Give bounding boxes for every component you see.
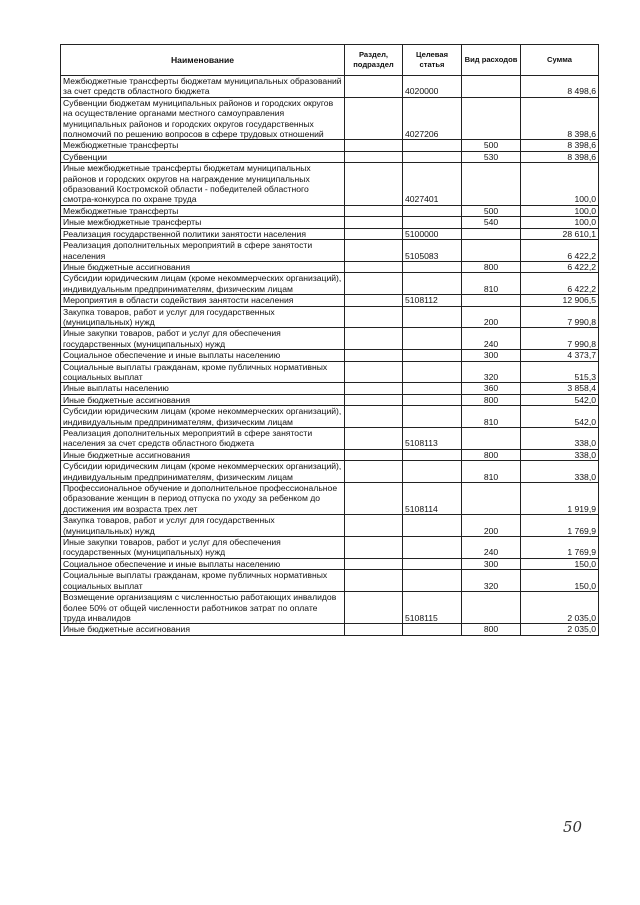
cell-section — [345, 558, 403, 569]
table-row — [61, 570, 599, 592]
cell-kind: 320 — [462, 570, 521, 592]
cell-article — [403, 558, 462, 569]
table-row — [61, 306, 599, 328]
cell-section — [345, 570, 403, 592]
cell-article: 4027401 — [403, 163, 462, 206]
cell-article — [403, 624, 462, 635]
table-row — [61, 515, 599, 537]
budget-table — [60, 44, 599, 636]
cell-article: 5105083 — [403, 240, 462, 262]
cell-name: Субсидии юридическим лицам (кроме некоммерческих организаций), индивидуальным предпринимателям, физическим лицам — [61, 273, 345, 295]
cell-name: Возмещение организациям с численностью работающих инвалидов более 50% от общей численности работников затрат по оплате труда инвалидов — [61, 592, 345, 624]
cell-sum: 8 498,6 — [521, 76, 599, 98]
cell-sum: 6 422,2 — [521, 273, 599, 295]
cell-kind: 500 — [462, 140, 521, 151]
cell-article: 4027206 — [403, 97, 462, 140]
cell-kind: 540 — [462, 217, 521, 228]
cell-section — [345, 461, 403, 483]
cell-section — [345, 306, 403, 328]
cell-article — [403, 205, 462, 216]
cell-article — [403, 394, 462, 405]
cell-sum: 7 990,8 — [521, 328, 599, 350]
table-row — [61, 151, 599, 162]
table-row — [61, 261, 599, 272]
cell-sum: 150,0 — [521, 558, 599, 569]
cell-name: Социальное обеспечение и иные выплаты населению — [61, 350, 345, 361]
cell-kind: 360 — [462, 383, 521, 394]
cell-kind — [462, 295, 521, 306]
table-row — [61, 537, 599, 559]
cell-sum: 338,0 — [521, 449, 599, 460]
cell-section — [345, 76, 403, 98]
cell-article — [403, 515, 462, 537]
cell-sum: 100,0 — [521, 205, 599, 216]
cell-kind — [462, 592, 521, 624]
table-row — [61, 228, 599, 239]
cell-sum: 1 919,9 — [521, 483, 599, 515]
cell-name: Реализация дополнительных мероприятий в сфере занятости населения — [61, 240, 345, 262]
cell-kind: 530 — [462, 151, 521, 162]
cell-name: Субвенции бюджетам муниципальных районов и городских округов на осуществление органами местного самоуправления муниципальных районов и городских округов государственных полномочий по решению вопросов в сфере трудовых отношений — [61, 97, 345, 140]
cell-section — [345, 151, 403, 162]
cell-name: Иные выплаты населению — [61, 383, 345, 394]
table-row — [61, 97, 599, 140]
cell-article: 5108115 — [403, 592, 462, 624]
cell-kind — [462, 97, 521, 140]
cell-sum: 6 422,2 — [521, 240, 599, 262]
cell-kind — [462, 163, 521, 206]
table-body — [61, 76, 599, 636]
cell-section — [345, 295, 403, 306]
table-row — [61, 461, 599, 483]
cell-article — [403, 350, 462, 361]
cell-sum: 2 035,0 — [521, 592, 599, 624]
cell-sum: 8 398,6 — [521, 140, 599, 151]
cell-section — [345, 163, 403, 206]
cell-section — [345, 383, 403, 394]
cell-name: Социальные выплаты гражданам, кроме публичных нормативных социальных выплат — [61, 570, 345, 592]
cell-kind: 800 — [462, 394, 521, 405]
table-row — [61, 592, 599, 624]
table-row — [61, 76, 599, 98]
cell-sum: 3 858,4 — [521, 383, 599, 394]
cell-name: Реализация государственной политики занятости населения — [61, 228, 345, 239]
cell-sum: 542,0 — [521, 394, 599, 405]
cell-section — [345, 624, 403, 635]
cell-kind: 800 — [462, 624, 521, 635]
cell-name: Субсидии юридическим лицам (кроме некоммерческих организаций), индивидуальным предпринимателям, физическим лицам — [61, 406, 345, 428]
cell-section — [345, 217, 403, 228]
cell-kind: 500 — [462, 205, 521, 216]
cell-kind: 800 — [462, 449, 521, 460]
cell-kind — [462, 483, 521, 515]
cell-kind: 810 — [462, 461, 521, 483]
cell-name: Межбюджетные трансферты бюджетам муниципальных образований за счет средств областного бюджета — [61, 76, 345, 98]
cell-section — [345, 261, 403, 272]
cell-article: 5108113 — [403, 428, 462, 450]
cell-kind: 200 — [462, 515, 521, 537]
cell-name: Межбюджетные трансферты — [61, 140, 345, 151]
cell-sum: 8 398,6 — [521, 97, 599, 140]
cell-sum: 2 035,0 — [521, 624, 599, 635]
table-header-row — [61, 45, 599, 76]
cell-article — [403, 449, 462, 460]
cell-article: 4020000 — [403, 76, 462, 98]
cell-section — [345, 361, 403, 383]
table-row — [61, 240, 599, 262]
table-row — [61, 328, 599, 350]
cell-sum: 338,0 — [521, 461, 599, 483]
cell-name: Социальное обеспечение и иные выплаты населению — [61, 558, 345, 569]
cell-kind: 320 — [462, 361, 521, 383]
cell-article — [403, 383, 462, 394]
table-row — [61, 295, 599, 306]
header-article: Целевая статья — [403, 45, 462, 76]
cell-article — [403, 151, 462, 162]
cell-name: Закупка товаров, работ и услуг для государственных (муниципальных) нужд — [61, 515, 345, 537]
table-row — [61, 217, 599, 228]
cell-article — [403, 261, 462, 272]
cell-sum: 515,3 — [521, 361, 599, 383]
cell-kind — [462, 240, 521, 262]
cell-article: 5100000 — [403, 228, 462, 239]
cell-name: Иные межбюджетные трансферты бюджетам муниципальных районов и городских округов на награждение муниципальных образований Костромской области - победителей областного смотра-конкурса по охране труда — [61, 163, 345, 206]
table-row — [61, 163, 599, 206]
cell-name: Профессиональное обучение и дополнительное профессиональное образование женщин в период отпуска по уходу за ребенком до достижения им возраста трех лет — [61, 483, 345, 515]
cell-section — [345, 273, 403, 295]
cell-kind: 240 — [462, 537, 521, 559]
cell-article: 5108114 — [403, 483, 462, 515]
cell-article — [403, 273, 462, 295]
cell-sum: 100,0 — [521, 163, 599, 206]
cell-section — [345, 228, 403, 239]
cell-section — [345, 449, 403, 460]
table-row — [61, 205, 599, 216]
cell-name: Иные бюджетные ассигнования — [61, 449, 345, 460]
table-row — [61, 483, 599, 515]
cell-article — [403, 328, 462, 350]
cell-kind: 300 — [462, 558, 521, 569]
header-name: Наименование — [61, 45, 345, 76]
cell-kind — [462, 428, 521, 450]
cell-article: 5108112 — [403, 295, 462, 306]
cell-kind — [462, 76, 521, 98]
table-row — [61, 394, 599, 405]
cell-name: Субсидии юридическим лицам (кроме некоммерческих организаций), индивидуальным предпринимателям, физическим лицам — [61, 461, 345, 483]
table-row — [61, 449, 599, 460]
cell-sum: 100,0 — [521, 217, 599, 228]
page-number: 50 — [563, 818, 583, 836]
cell-sum: 7 990,8 — [521, 306, 599, 328]
cell-name: Иные бюджетные ассигнования — [61, 261, 345, 272]
cell-name: Иные бюджетные ассигнования — [61, 624, 345, 635]
cell-section — [345, 592, 403, 624]
cell-sum: 1 769,9 — [521, 515, 599, 537]
cell-name: Субвенции — [61, 151, 345, 162]
cell-article — [403, 140, 462, 151]
cell-sum: 28 610,1 — [521, 228, 599, 239]
cell-name: Социальные выплаты гражданам, кроме публичных нормативных социальных выплат — [61, 361, 345, 383]
cell-kind: 300 — [462, 350, 521, 361]
header-sum: Сумма — [521, 45, 599, 76]
cell-name: Закупка товаров, работ и услуг для государственных (муниципальных) нужд — [61, 306, 345, 328]
table-row — [61, 558, 599, 569]
cell-section — [345, 394, 403, 405]
cell-kind — [462, 228, 521, 239]
cell-name: Реализация дополнительных мероприятий в сфере занятости населения за счет средств областного бюджета — [61, 428, 345, 450]
cell-kind: 800 — [462, 261, 521, 272]
cell-name: Иные межбюджетные трансферты — [61, 217, 345, 228]
cell-section — [345, 483, 403, 515]
cell-kind: 810 — [462, 406, 521, 428]
cell-section — [345, 328, 403, 350]
table-row — [61, 624, 599, 635]
cell-section — [345, 537, 403, 559]
cell-article — [403, 406, 462, 428]
cell-section — [345, 350, 403, 361]
cell-article — [403, 537, 462, 559]
cell-article — [403, 361, 462, 383]
cell-name: Мероприятия в области содействия занятости населения — [61, 295, 345, 306]
cell-section — [345, 205, 403, 216]
cell-article — [403, 570, 462, 592]
cell-article — [403, 306, 462, 328]
cell-name: Межбюджетные трансферты — [61, 205, 345, 216]
table-row — [61, 273, 599, 295]
cell-section — [345, 97, 403, 140]
cell-sum: 338,0 — [521, 428, 599, 450]
cell-sum: 12 906,5 — [521, 295, 599, 306]
cell-name: Иные закупки товаров, работ и услуг для обеспечения государственных (муниципальных) нужд — [61, 537, 345, 559]
table-row — [61, 383, 599, 394]
cell-kind: 200 — [462, 306, 521, 328]
cell-sum: 542,0 — [521, 406, 599, 428]
table-row — [61, 428, 599, 450]
cell-sum: 6 422,2 — [521, 261, 599, 272]
cell-name: Иные бюджетные ассигнования — [61, 394, 345, 405]
cell-sum: 8 398,6 — [521, 151, 599, 162]
cell-kind: 240 — [462, 328, 521, 350]
cell-section — [345, 406, 403, 428]
cell-article — [403, 217, 462, 228]
header-kind: Вид расходов — [462, 45, 521, 76]
cell-kind: 810 — [462, 273, 521, 295]
table-row — [61, 406, 599, 428]
cell-section — [345, 140, 403, 151]
table-row — [61, 350, 599, 361]
cell-article — [403, 461, 462, 483]
cell-name: Иные закупки товаров, работ и услуг для обеспечения государственных (муниципальных) нужд — [61, 328, 345, 350]
cell-section — [345, 240, 403, 262]
cell-sum: 4 373,7 — [521, 350, 599, 361]
cell-section — [345, 515, 403, 537]
cell-sum: 150,0 — [521, 570, 599, 592]
cell-section — [345, 428, 403, 450]
table-row — [61, 361, 599, 383]
cell-sum: 1 769,9 — [521, 537, 599, 559]
header-section: Раздел, подраздел — [345, 45, 403, 76]
table-row — [61, 140, 599, 151]
